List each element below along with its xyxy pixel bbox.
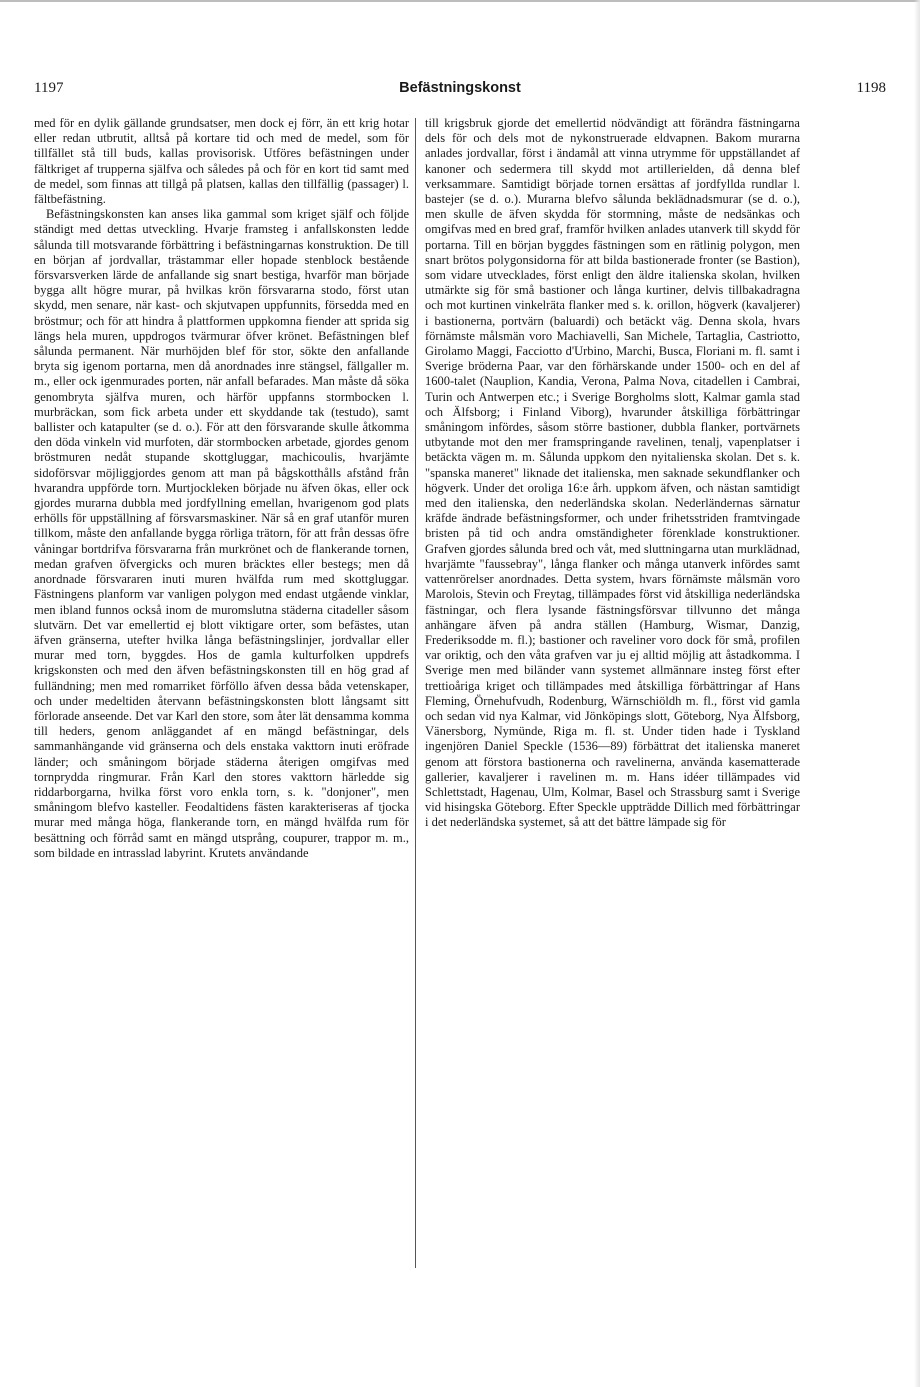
column-divider <box>415 118 416 1268</box>
left-paragraph-2: Befästningskonsten kan anses lika gammal som kriget själf och följde ständigt med dettas utveckling. Hvarje framsteg i anfallskonsten ledde sålunda till motsvarande förbättring i befästningarnas konstruktion. De till en början af jordvallar, trästammar eller hopade stenblock bestående försvarsverken lärde de anfallande sig snart bestiga, hvarför man började bygga allt högre murar, på hvilkas krön försvararna stodo, först utan skydd, men senare, när kast- och skjutvapen uppfunnits, försedda med en bröstmur; och för att hindra å plattformen uppkomna fiender att sprida sig längs hela muren, uppdrogos tvärmurar öfver krönet. Befästningen blef sålunda permanent. När murhöjden blef för stor, sökte den anfallande bryta sig igenom portarna, men då anordnades inre stängsel, fällgaller m. m., eller ock igenmurades porten, när anfall befarades. Man måste då söka genombryta själfva muren, och härför uppfanns stormbocken l. murbräckan, som fick arbeta under ett skyddande tak (testudo), samt ballister och katapulter (se d. o.). För att den försvarande skulle åtkomma den döda vinkeln vid murfoten, där stormbocken arbetade, gjordes genom bröstmuren nedåt stupande skottgluggar, machicoulis, hvarjämte sidoförsvar möjliggjordes genom att man på bågskotthålls afstånd från hvarandra uppförde torn. Murtjockleken började nu äfven ökas, eller ock gjordes murarna dubbla med jordfyllning emellan, hvarigenom god plats erhölls för uppställning af försvarsmaskiner. När så en graf utanför muren tillkom, måste den anfallande bygga rörliga trätorn, för att från dessas öfre våningar bortdrifva försvararna från murkrönet och de flankerande tornen, medan grafven öfvergicks och muren bräcktes eller bestegs; men då anordnade försvararen inuti muren hvälfda rum med skottgluggar. Fästningens planform var vanligen polygon med endast utgående vinklar, men ibland funnos också inom de muromslutna städerna citadeller såsom slutvärn. Det var emellertid ej blott viktigare orter, som befästes, utan äfven gränserna, utefter hvilka långa befästningslinjer, jordvallar eller murar med torn, byggdes. Hos de gamla kulturfolken uppdrefs krigskonsten och med den äfven befästningskonsten till en hög grad af fulländning; men med romarriket förföllo äfven dessa båda vetenskaper, och under medeltiden återvann befästningskonsten blott långsamt sitt förlorade anseende. Det var Karl den store, som åter lät densamma komma till heders, genom anläggandet af en mängd befästningar, dels sammanhängande vid gränserna och dels enstaka vakttorn inuti eröfrade länder; och småningom började städerna återigen omgifvas med tornprydda ringmurar. Från Karl den stores vakttorn härledde sig riddarborgarna, hvilka först voro enkla torn, s. k. "donjoner", men småningom blefvo kasteller. Feodaltidens fästen karakteriseras af tjocka murar med många höga, flankerande torn, en mängd hvälfda rum för besättning och förråd samt en mängd utsprång, coupurer, trappor m. m., som bildade en intrasslad labyrint. Krutets användande <box>34 207 409 860</box>
right-column <box>425 116 800 1268</box>
left-paragraph-1: med för en dylik gällande grundsatser, men dock ej förr, än ett krig hotar eller redan utbrutit, alltså på kortare tid och med de medel, som för tillfället stå till buds, kallas provisorisk. Utföres befästningen under fältkriget af trupperna själfva och således på och för en kort tid samt med de medel, som finnas att tillgå på platsen, kallas den tillfällig (passager) l. fältbefästning. <box>34 116 409 207</box>
running-title: Befästningskonst <box>399 80 521 96</box>
page-header <box>32 80 888 102</box>
page-number-left: 1197 <box>34 80 64 96</box>
page-number-right: 1198 <box>856 80 886 96</box>
page-edge-shadow <box>914 0 920 1387</box>
scan-top-edge <box>0 0 920 2</box>
left-column <box>34 116 409 1268</box>
right-paragraph-1: till krigsbruk gjorde det emellertid nödvändigt att förändra fästningarna dels för och dels mot de nykonstruerade eldvapnen. Bakom murarna anlades jordvallar, först i ändamål att vinna utrymme för uppställandet af kanoner och sedermera till skydd mot artillerielden, då denna blef verksammare. Samtidigt började tornen ersättas af jordfyllda rundlar l. bastejer (se d. o.). Murarna blefvo sålunda beklädnadsmurar (se d. o.), men skulle de äfven skydda för stormning, måste de nedsänkas och omgifvas med en bred graf, framför hvilken anlades utanverk till skydd för portarna. Till en början byggdes fästningen som en rätlinig polygon, men snart brötos polygonsidorna för att bilda bastionerade fronter (se Bastion), som vidare utvecklades, först enligt den äldre italienska skolan, hvilken utmärkte sig för små bastioner och långa kurtiner, delvis tillbakadragna och mot kurtinen vinkelräta flanker med s. k. orillon, högverk (kavaljerer) i bastionerna, portvärn (baluardi) och betäckt väg. Denna skola, hvars förnämste målsmän voro Machiavelli, San Michele, Tartaglia, Castriotto, Girolamo Maggi, Facciotto d'Urbino, Marchi, Busca, Floriani m. fl. samt i Sverige bröderna Paar, var den förhärskande under 1500- och en del af 1600-talet (Nauplion, Kandia, Verona, Palma Nova, citadellen i Cambrai, Turin och Antwerpen etc.; i Sverige Borgholms slott, Kalmar gamla stad och Älfsborg; i Finland Viborg), hvarunder åtskilliga förbättringar småningom infördes, såsom större bastioner, dubbla flanker, portvärnets utbytande mot den mer framspringande ravelinen, tenalj, vapenplatser i betäckta vägen m. m. Sålunda uppkom den nyitalienska skolan. Det s. k. "spanska maneret" liknade det italienska, men saknade sekundflanker och högverk. Under det oroliga 16:e årh. uppkom äfven, och nästan samtidigt med den italienska, den nederländska skolan. Nederländernas särnatur kräfde ändrade befästningsformer, och under frihetsstriden framtvingade bristen på tid och andra omständigheter förenklade konstruktioner. Grafven gjordes sålunda bred och våt, med sluttningarna utan murklädnad, hvarjämte "faussebray", långa flanker och många utanverk infördes samt vattenrörelser anordnades. Detta system, hvars förnämste målsmän voro Marolois, Stevin och Freytag, tillämpades först vid åtskilliga nederländska fästningar, och flera lysande fästningsförsvar tillvunno det många anhängare äfven på andra ställen (Hamburg, Wismar, Danzig, Frederiksodde m. fl.); bastioner och raveliner voro dock för små, profilen var oriktig, och den våta grafven var ju ej alltid möjlig att åstadkomma. I Sverige men med biländer vann systemet allmännare insteg först efter trettioåriga kriget och tillämpades med åtskilliga förbättringar af Hans Fleming, Örnehufvudh, Rodenburg, Wärnschiöldh m. fl., först vid gamla och sedan vid nya Kalmar, vid Jönköpings slott, Göteborg, Nya Älfsborg, Vänersborg, Nymünde, Riga m. fl. st. Under tiden hade i Tyskland ingenjören Daniel Speckle (1536—89) förbättrat det italienska maneret genom att förstora bastionerna och ravelinerna, använda kasematterade gallerier, kavaljerer i ravelinen m. m. Hans idéer tillämpades vid Schlettstadt, Hagenau, Ulm, Kolmar, Basel och Strassburg samt i Sverige vid hisingska Göteborg. Efter Speckle uppträdde Dillich med förbättringar i det nederländska systemet, så att det bättre lämpade sig för <box>425 116 800 830</box>
